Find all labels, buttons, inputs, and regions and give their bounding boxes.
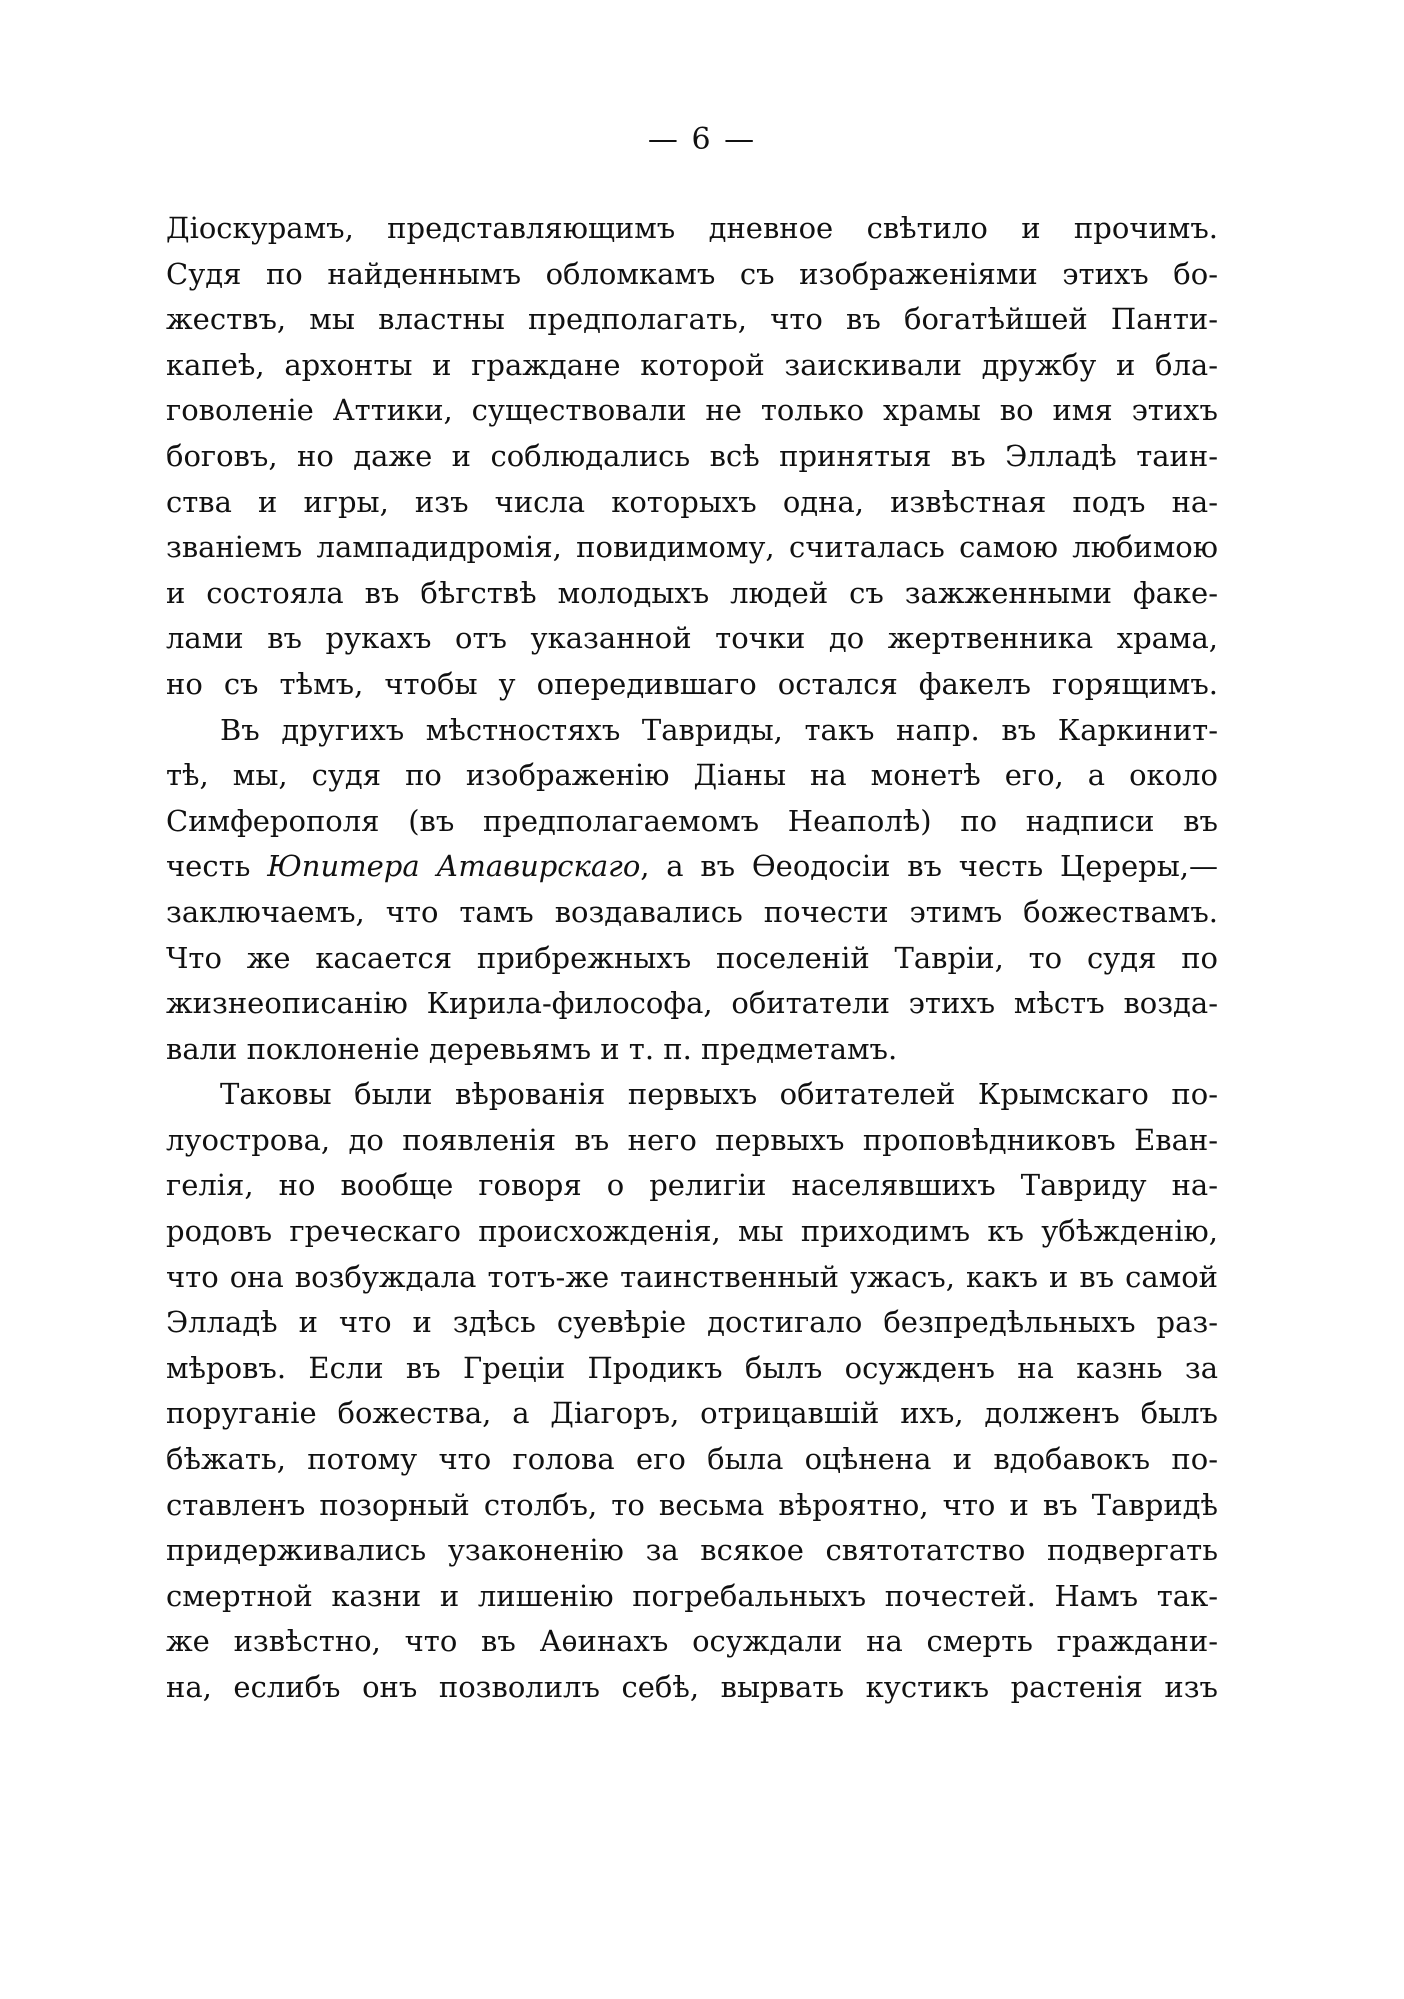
text-line: тѣ, мы, судя по изображенію Діаны на монетѣ его, а около (166, 758, 1218, 793)
text-line: званіемъ лампадидромія, повидимому, считалась самою любимою (166, 530, 1218, 565)
text-line: смертной казни и лишенію погребальныхъ почестей. Намъ так- (166, 1578, 1218, 1613)
text-line: что она возбуждала тотъ-же таинственный ужасъ, какъ и въ самой (166, 1259, 1218, 1294)
text-line: вали поклоненіе деревьямъ и т. п. предметамъ. (166, 1031, 898, 1066)
text-line: но съ тѣмъ, чтобы у опередившаго остался факелъ горящимъ. (166, 666, 1218, 701)
text-line: жествъ, мы властны предполагать, что въ богатѣйшей Панти- (166, 302, 1218, 337)
text-line: поруганіе божества, а Діагоръ, отрицавшій ихъ, долженъ былъ (166, 1396, 1218, 1431)
paragraph-2 (166, 708, 1218, 1073)
page-number: — 6 — (647, 122, 757, 157)
text-line: Симферополя (въ предполагаемомъ Неаполѣ) по надписи въ (166, 803, 1218, 838)
body-text (166, 206, 1218, 1711)
paragraph-3 (166, 1072, 1218, 1710)
text-line: гелія, но вообще говоря о религіи населявшихъ Тавриду на- (166, 1168, 1218, 1203)
paragraph-1 (166, 206, 1218, 708)
text-line: заключаемъ, что тамъ воздавались почести этимъ божествамъ. (166, 894, 1218, 929)
text-line-with-italic (166, 844, 1218, 890)
text-line: на, еслибъ онъ позволилъ себѣ, вырвать кустикъ растенія изъ (166, 1670, 1218, 1704)
text-line: Элладѣ и что и здѣсь суевѣріе достигало безпредѣльныхъ раз- (166, 1305, 1218, 1340)
text-line: ставленъ позорный столбъ, то весьма вѣроятно, что и въ Тавридѣ (166, 1487, 1218, 1522)
text-line: говоленіе Аттики, существовали не только храмы во имя этихъ (166, 393, 1218, 428)
text-line: боговъ, но даже и соблюдались всѣ принятыя въ Элладѣ таин- (166, 438, 1218, 473)
text-run: честь (166, 849, 268, 884)
italic-text: Юпитера Атавирскаго (267, 849, 641, 884)
text-run: , а въ Ѳеодосіи въ честь Цереры,— (640, 849, 1218, 884)
text-line: Въ другихъ мѣстностяхъ Тавриды, такъ напр. въ Каркинит- (220, 712, 1218, 747)
text-line: Судя по найденнымъ обломкамъ съ изображеніями этихъ бо- (166, 256, 1218, 291)
text-line: мѣровъ. Если въ Греціи Продикъ былъ осужденъ на казнь за (166, 1350, 1218, 1385)
text-line: Что же касается прибрежныхъ поселеній Тавріи, то судя по (166, 940, 1218, 975)
text-line: жизнеописанію Кирила-философа, обитатели этихъ мѣстъ возда- (166, 986, 1218, 1021)
text-line: капеѣ, архонты и граждане которой заискивали дружбу и бла- (166, 347, 1218, 382)
text-line: Таковы были вѣрованія первыхъ обитателей Крымскаго по- (220, 1077, 1218, 1112)
text-line: родовъ греческаго происхожденія, мы приходимъ къ убѣжденію, (166, 1214, 1218, 1249)
text-line: ства и игры, изъ числа которыхъ одна, извѣстная подъ на- (166, 484, 1218, 519)
text-line: бѣжать, потому что голова его была оцѣнена и вдобавокъ по- (166, 1442, 1218, 1477)
text-line: лами въ рукахъ отъ указанной точки до жертвенника храма, (166, 621, 1218, 656)
text-line: луострова, до появленія въ него первыхъ проповѣдниковъ Еван- (166, 1122, 1218, 1157)
text-line: же извѣстно, что въ Аѳинахъ осуждали на смерть граждани- (166, 1624, 1218, 1659)
text-line: придерживались узаконенію за всякое святотатство подвергать (166, 1533, 1218, 1568)
text-line: и состояла въ бѣгствѣ молодыхъ людей съ зажженными факе- (166, 575, 1218, 610)
text-line: Діоскурамъ, представляющимъ дневное свѣтило и прочимъ. (166, 211, 1218, 245)
